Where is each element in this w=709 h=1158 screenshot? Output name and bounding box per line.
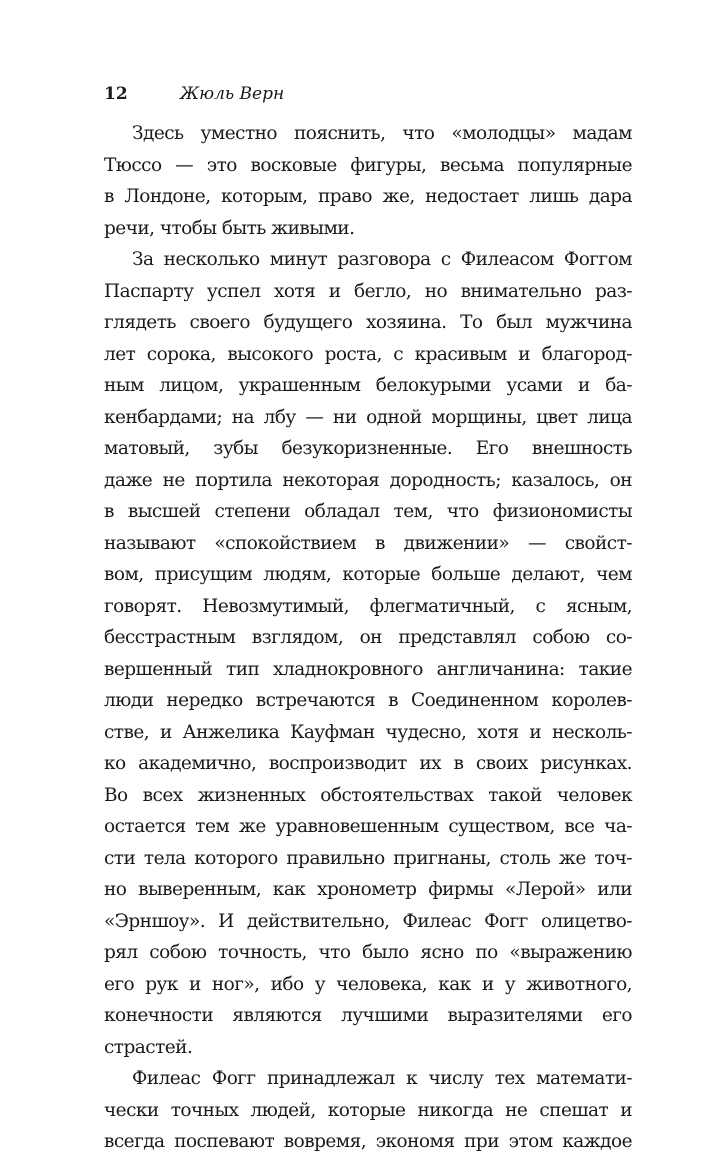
page-header	[104, 84, 284, 108]
text-line: сти тела которого правильно пригнаны, столь же точ-	[104, 847, 632, 869]
paragraph-3	[104, 1063, 632, 1158]
text-line: в Лондоне, которым, право же, недостает лишь дара	[104, 186, 632, 207]
text-line: Филеас Фогг принадлежал к числу тех математи-	[132, 1068, 632, 1089]
text-line: «Эрншоу». И действительно, Филеас Фогг олицетво-	[104, 910, 632, 932]
text-line: Паспарту успел хотя и бегло, но внимательно раз-	[104, 280, 632, 302]
text-line: вершенный тип хладнокровного англичанина: такие	[104, 658, 632, 680]
body-text	[104, 118, 632, 1158]
text-line: конечности являются лучшими выразителями его	[104, 1005, 632, 1026]
text-line: Тюссо — это восковые фигуры, весьма популярные	[104, 154, 632, 176]
paragraph-2	[104, 244, 632, 1063]
paragraph-1	[104, 118, 632, 244]
text-line: говорят. Невозмутимый, флегматичный, с ясным,	[104, 595, 632, 617]
text-line: в высшей степени обладал тем, что физиономисты	[104, 501, 632, 522]
text-line: остается тем же уравновешенным существом, все ча-	[104, 816, 632, 837]
text-line: За несколько минут разговора с Филеасом Фоггом	[132, 249, 632, 270]
text-line: но выверенным, как хронометр фирмы «Лерой» или	[104, 879, 632, 900]
text-line: всегда поспевают вовремя, экономя при этом каждое	[104, 1131, 632, 1152]
text-line: кенбардами; на лбу — ни одной морщины, цвет лица	[104, 406, 632, 428]
text-line: Во всех жизненных обстоятельствах такой человек	[104, 784, 632, 806]
text-line: вом, присущим людям, которые больше делают, чем	[104, 564, 632, 585]
text-line: глядеть своего будущего хозяина. То был мужчина	[104, 312, 632, 333]
text-line: ным лицом, украшенным белокурыми усами и ба-	[104, 375, 632, 396]
text-line: рял собою точность, что было ясно по «выражению	[104, 942, 632, 963]
page-number: 12	[104, 84, 128, 104]
text-line: называют «спокойствием в движении» — свойст-	[104, 532, 632, 554]
running-title: Жюль Верн	[180, 84, 285, 104]
text-line: бесстрастным взглядом, он представлял собою со-	[104, 627, 632, 648]
text-line: ко академично, воспроизводит их в своих рисунках.	[104, 753, 632, 774]
text-line: люди нередко встречаются в Соединенном королев-	[104, 690, 632, 711]
text-line: его рук и ног», ибо у человека, как и у животного,	[104, 973, 632, 995]
text-line: лет сорока, высокого роста, с красивым и благород-	[104, 343, 632, 365]
text-line: чески точных людей, которые никогда не спешат и	[104, 1099, 632, 1121]
text-line: стве, и Анжелика Кауфман чудесно, хотя и несколь-	[104, 721, 632, 743]
text-line: речи, чтобы быть живыми.	[104, 217, 355, 239]
text-line: Здесь уместно пояснить, что «молодцы» мадам	[132, 123, 632, 144]
text-line: матовый, зубы безукоризненные. Его внешность	[104, 438, 632, 459]
text-line: страстей.	[104, 1036, 193, 1058]
text-line: даже не портила некоторая дородность; казалось, он	[104, 469, 632, 491]
